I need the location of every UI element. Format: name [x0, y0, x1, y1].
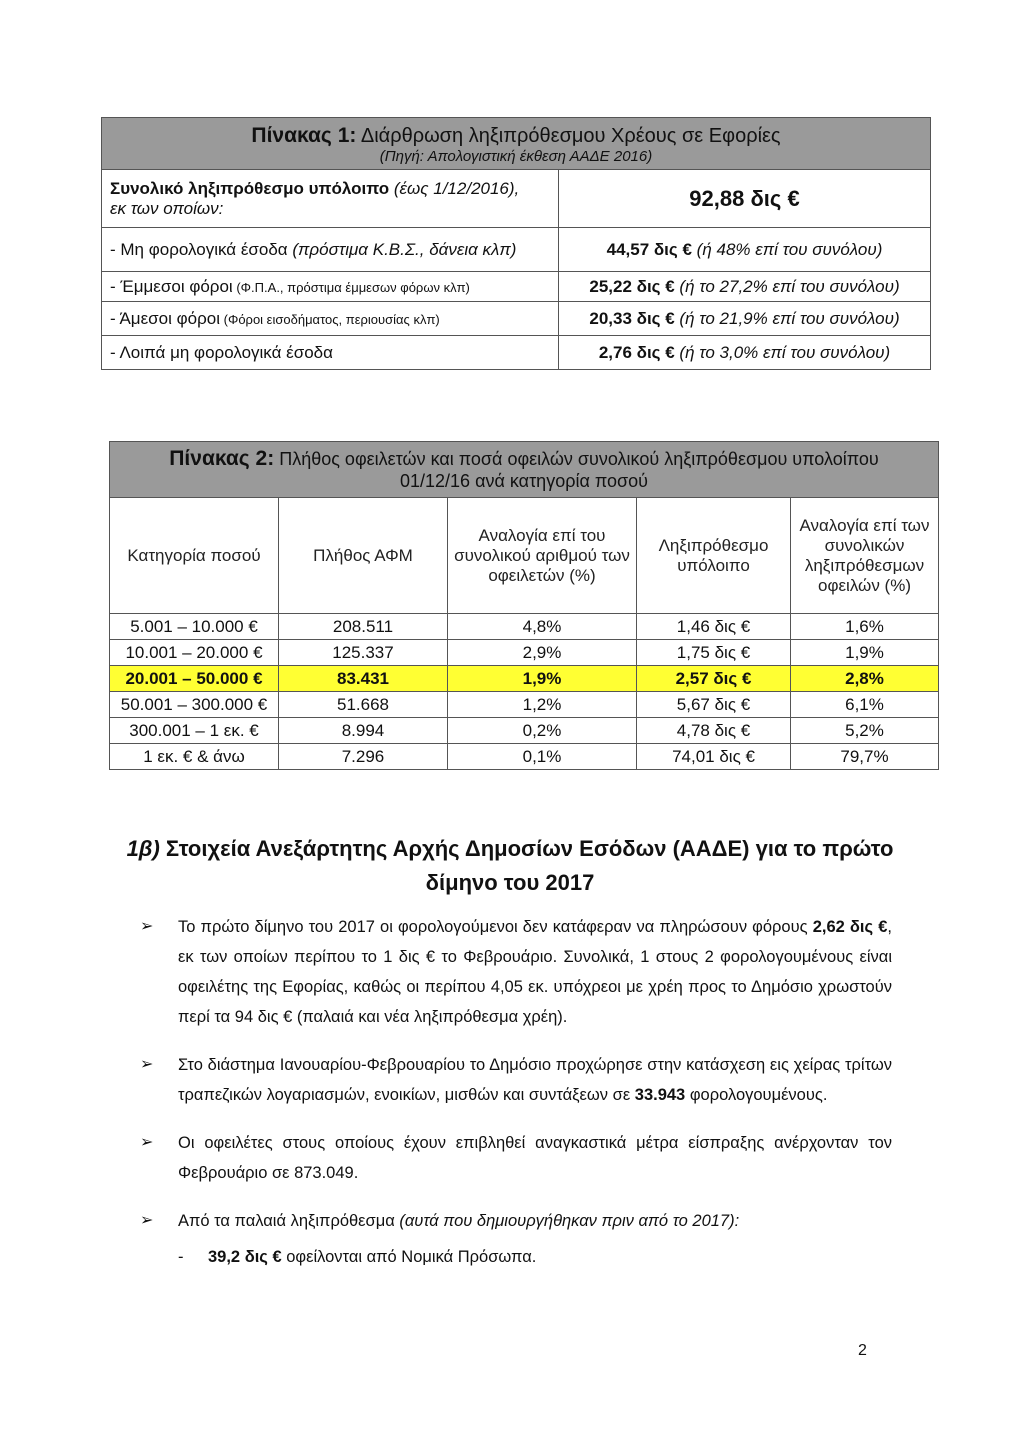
bullet-bold: 2,62 δις €	[812, 918, 888, 936]
cell: 50.001 – 300.000 €	[110, 692, 279, 718]
table-row	[102, 302, 931, 336]
row-label: - Λοιπά μη φορολογικά έσοδα	[110, 342, 333, 362]
row-pct: (ή το 21,9% επί του συνόλου)	[674, 308, 900, 328]
cell: 125.337	[279, 640, 448, 666]
col-header: Κατηγορία ποσού	[110, 498, 279, 614]
cell: 20.001 – 50.000 €	[110, 666, 279, 692]
bullet-text: Από τα παλαιά ληξιπρόθεσμα	[178, 1212, 400, 1230]
row-value: 2,76 δις €	[598, 342, 675, 362]
col-header: Ληξιπρόθεσμο υπόλοιπο	[637, 498, 791, 614]
table-1-total-label-cell	[102, 170, 559, 228]
bullet-text: φορολογουμένους.	[685, 1086, 828, 1104]
cell: 1 εκ. € & άνω	[110, 744, 279, 770]
col-header: Αναλογία επί των συνολικών ληξιπρόθεσμων οφειλών (%)	[791, 498, 939, 614]
bullet-text: , εκ των οποίων περίπου το 1 δις € το Φεβρουάριο. Συνολικά, 1 στους 2 φορολογουμένους είναι οφειλέτης της Εφορίας, καθώς οι περίπου 4,05 εκ. υπόχρεοι με χρέη προς το Δημόσιο χρωστούν περί τα 94 δις € (παλαιά και νέα ληξιπρόθεσμα χρέη).	[178, 918, 892, 1026]
table-row	[110, 614, 939, 640]
table-1-total-value: 92,88 δις €	[559, 170, 931, 228]
cell: 208.511	[279, 614, 448, 640]
arrow-bullet-icon: ➢	[140, 1212, 154, 1229]
cell: 2,9%	[448, 640, 637, 666]
cell: 1,2%	[448, 692, 637, 718]
bullet-bold: 33.943	[634, 1086, 686, 1104]
cell: 5.001 – 10.000 €	[110, 614, 279, 640]
table-row	[102, 272, 931, 302]
cell: 2,8%	[791, 666, 939, 692]
list-item	[140, 1128, 892, 1188]
bullet-text: Το πρώτο δίμηνο του 2017 οι φορολογούμενοι δεν κατάφεραν να πληρώσουν φόρους	[178, 918, 813, 936]
table-2-title: Πλήθος οφειλετών και ποσά οφειλών συνολικού ληξιπρόθεσμου υπολοίπου	[274, 449, 879, 469]
table-2	[109, 441, 939, 770]
bullet-text: Στο διάστημα Ιανουαρίου-Φεβρουαρίου το Δημόσιο προχώρησε στην κατάσχεση εις χείρας τρίτων τραπεζικών λογαριασμών, ενοικίων, μισθών και συντάξεων σε	[178, 1056, 892, 1104]
row-value: 25,22 δις €	[589, 276, 675, 296]
table-2-title-line2: 01/12/16 ανά κατηγορία ποσού	[400, 471, 648, 491]
table-row	[102, 228, 931, 272]
cell: 1,6%	[791, 614, 939, 640]
section-number: 1β)	[126, 836, 160, 861]
row-value: 20,33 δις €	[589, 308, 675, 328]
cell: 79,7%	[791, 744, 939, 770]
section-title	[120, 832, 900, 900]
table-2-column-headers	[110, 498, 939, 614]
table-row	[102, 336, 931, 370]
cell: 4,8%	[448, 614, 637, 640]
cell: 5,2%	[791, 718, 939, 744]
arrow-bullet-icon: ➢	[140, 918, 154, 935]
table-1-total-note: (έως 1/12/2016),	[393, 178, 520, 198]
table-1-total-note2: εκ των οποίων:	[110, 198, 224, 218]
col-header: Πλήθος ΑΦΜ	[279, 498, 448, 614]
dash-item	[140, 1242, 892, 1272]
row-label: - Μη φορολογικά έσοδα	[110, 239, 288, 259]
cell: 2,57 δις €	[637, 666, 791, 692]
row-note: (πρόστιμα Κ.Β.Σ., δάνεια κλπ)	[287, 239, 517, 259]
list-item	[140, 912, 892, 1032]
list-item	[140, 1206, 892, 1236]
cell: 0,2%	[448, 718, 637, 744]
cell: 1,75 δις €	[637, 640, 791, 666]
cell: 5,67 δις €	[637, 692, 791, 718]
dash-bold: 39,2 δις €	[208, 1248, 282, 1266]
row-label: - Άμεσοι φόροι	[110, 308, 220, 328]
table-row	[110, 692, 939, 718]
section-title-text: Στοιχεία Ανεξάρτητης Αρχής Δημοσίων Εσόδων (ΑΑΔΕ) για το πρώτο δίμηνο του 2017	[159, 836, 894, 895]
table-1-title: Διάρθρωση ληξιπρόθεσμου Χρέους σε Εφορίες	[356, 125, 781, 147]
cell: 10.001 – 20.000 €	[110, 640, 279, 666]
col-header: Αναλογία επί του συνολικού αριθμού των οφειλετών (%)	[448, 498, 637, 614]
cell: 51.668	[279, 692, 448, 718]
row-pct: (ή το 3,0% επί του συνόλου)	[674, 342, 891, 362]
table-row-highlighted	[110, 666, 939, 692]
table-1-source: (Πηγή: Απολογιστική έκθεση ΑΑΔΕ 2016)	[379, 148, 653, 165]
arrow-bullet-icon: ➢	[140, 1056, 154, 1073]
table-2-header	[110, 442, 939, 498]
row-pct: (ή 48% επί του συνόλου)	[691, 239, 883, 259]
bullet-list	[140, 912, 892, 1272]
dash-marker: -	[178, 1248, 184, 1266]
table-1-total-label: Συνολικό ληξιπρόθεσμο υπόλοιπο	[110, 178, 390, 198]
page-number: 2	[858, 1342, 867, 1359]
table-row	[110, 640, 939, 666]
bullet-text: Οι οφειλέτες στους οποίους έχουν επιβληθεί αναγκαστικά μέτρα είσπραξης ανέρχονταν τον Φεβρουάριο σε 873.049.	[178, 1134, 892, 1182]
table-row	[110, 718, 939, 744]
cell: 0,1%	[448, 744, 637, 770]
cell: 6,1%	[791, 692, 939, 718]
list-item	[140, 1050, 892, 1110]
cell: 74,01 δις €	[637, 744, 791, 770]
cell: 300.001 – 1 εκ. €	[110, 718, 279, 744]
cell: 4,78 δις €	[637, 718, 791, 744]
cell: 1,9%	[448, 666, 637, 692]
table-2-title-bold: Πίνακας 2:	[169, 447, 275, 470]
row-note: (Φόροι εισοδήματος, περιουσίας κλπ)	[220, 311, 440, 327]
row-pct: (ή το 27,2% επί του συνόλου)	[674, 276, 900, 296]
bullet-italic: (αυτά που δημιουργήθηκαν πριν από το 2017):	[399, 1212, 740, 1230]
table-1-title-bold: Πίνακας 1:	[251, 124, 357, 147]
arrow-bullet-icon: ➢	[140, 1134, 154, 1151]
dash-text: οφείλονται από Νομικά Πρόσωπα.	[281, 1248, 537, 1266]
cell: 1,9%	[791, 640, 939, 666]
row-label: - Έμμεσοι φόροι	[110, 276, 233, 296]
row-note: (Φ.Π.Α., πρόστιμα έμμεσων φόρων κλπ)	[232, 279, 470, 295]
table-1-header	[102, 118, 931, 170]
cell: 1,46 δις €	[637, 614, 791, 640]
cell: 7.296	[279, 744, 448, 770]
table-row	[110, 744, 939, 770]
cell: 83.431	[279, 666, 448, 692]
row-value: 44,57 δις €	[606, 239, 692, 259]
cell: 8.994	[279, 718, 448, 744]
table-1	[101, 117, 931, 370]
